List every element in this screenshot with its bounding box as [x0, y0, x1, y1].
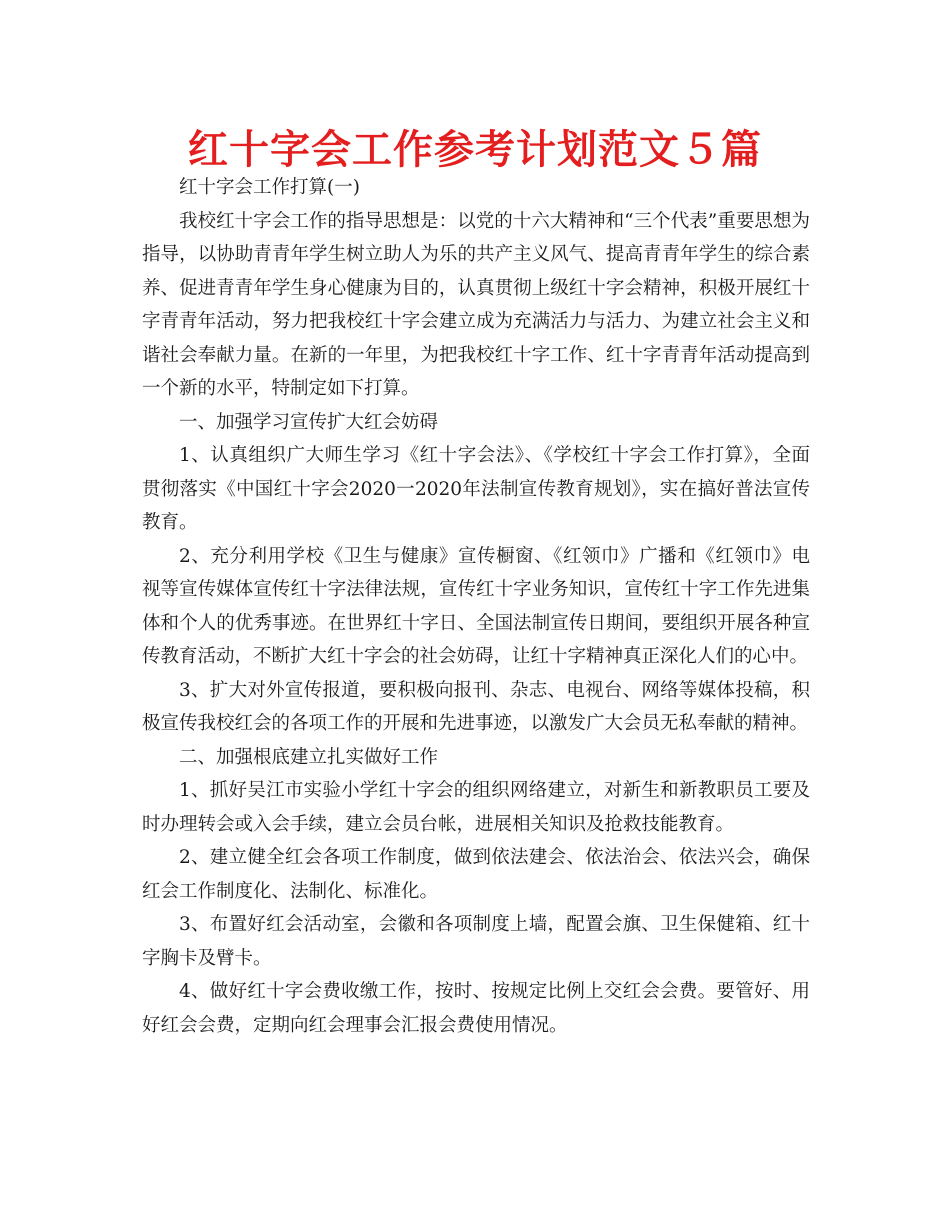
- body-paragraph: 1、认真组织广大师生学习《红十字会法》、《学校红十字会工作打算》，全面贯彻落实《中国红十字会2020一2020年法制宣传教育规划》，实在搞好普法宣传教育。: [142, 445, 810, 533]
- body-paragraph: 3、布置好红会活动室，会徽和各项制度上墙，配置会旗、卫生保健箱、红十字胸卡及臂卡。: [142, 914, 810, 969]
- body-paragraph: 2、充分利用学校《卫生与健康》宣传橱窗、《红领巾》广播和《红领巾》电视等宣传媒体宣传红十字法律法规，宣传红十字业务知识，宣传红十字工作先进集体和个人的优秀事迹。在世界红十字日、全国法制宣传日期间，要组织开展各种宣传教育活动，不断扩大红十字会的社会妨碍，让红十字精神真正深化人们的心中。: [142, 545, 810, 667]
- section-heading: 红十字会工作打算(一): [179, 177, 360, 198]
- section-heading: 二、加强根底建立扎实做好工作: [179, 746, 439, 768]
- document-body: [142, 171, 810, 1042]
- body-paragraph: 4、做好红十字会费收缴工作，按时、按规定比例上交红会会费。要管好、用好红会会费，定期向红会理事会汇报会费使用情况。: [142, 981, 810, 1036]
- body-paragraph: 2、建立健全红会各项工作制度，做到依法建会、依法治会、依法兴会，确保红会工作制度化、法制化、标准化。: [142, 847, 810, 902]
- body-paragraph: 我校红十字会工作的指导思想是：以党的十六大精神和“三个代表”重要思想为指导，以协助青青年学生树立助人为乐的共产主义风气、提高青青年学生的综合素养、促进青青年学生身心健康为目的，认真贯彻上级红十字会精神，积极开展红十字青青年活动，努力把我校红十字会建立成为充满活力与活力、为建立社会主义和谐社会奉献力量。在新的一年里，为把我校红十字工作、红十字青青年活动提高到一个新的水平，特制定如下打算。: [142, 210, 810, 399]
- document-title: 红十字会工作参考计划范文５篇: [188, 126, 762, 173]
- section-heading: 一、加强学习宣传扩大红会妨碍: [179, 411, 439, 433]
- body-paragraph: 3、扩大对外宣传报道，要积极向报刊、杂志、电视台、网络等媒体投稿，积极宣传我校红会的各项工作的开展和先进事迹，以激发广大会员无私奉献的精神。: [142, 679, 810, 734]
- body-paragraph: 1、抓好吴江市实验小学红十字会的组织网络建立，对新生和新教职员工要及时办理转会或入会手续，建立会员台帐，进展相关知识及抢救技能教育。: [142, 780, 810, 835]
